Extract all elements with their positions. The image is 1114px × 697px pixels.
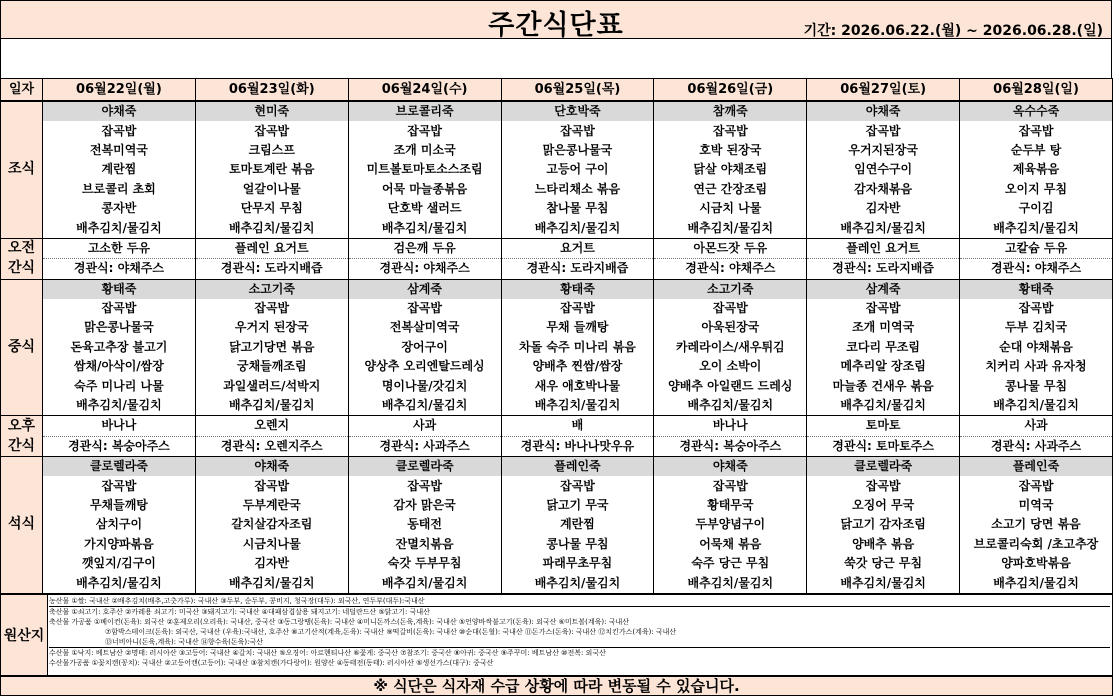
menu-item: 경관식: 토마토주스 bbox=[807, 436, 960, 456]
origin-line: 축산물 가공품 ①베이컨(돈육): 외국산 ②훈제오리(오리육): 국내산, 중국산 ③동그랑땡(돈육): 국내산 ④미니돈까스(돈육,계육): 국내산 ⑤언양바싹불고기(돈육): 외국산 ⑥미트볼(계육): 국내산 bbox=[49, 618, 629, 626]
weekly-menu-table bbox=[0, 78, 1113, 594]
origin-line: 수산물가공품 ①꽃치캔(꽁치): 국내산 ②고등어캔(고등어): 국내산 ③참치캔(가다랑어): 원양산 ④동태전(동태): 러시아산 ⑤생선가스(대구): 중국산 bbox=[49, 659, 494, 667]
menu-item: 닭고기 감자조림 bbox=[807, 515, 960, 534]
date-column-label: 일자 bbox=[1, 79, 43, 102]
origin-line: 수산물 ①낙지: 베트남산 ②명태: 러시아산 ③고등어: 국내산 ④갈치: 국내산 ⑤오징어: 아르헨티나산 ⑥꽃게: 중국산 ⑦참조기: 중국산 ⑧아귀: 중국산 ⑨주꾸미: 베트남산 ⑩전복: 외국산 bbox=[49, 649, 606, 657]
menu-item: 조개 미소국 bbox=[348, 141, 501, 160]
menu-item: 계란찜 bbox=[501, 515, 654, 534]
menu-item: 배추김치/물김치 bbox=[195, 573, 348, 593]
menu-item: 메추리알 장조림 bbox=[807, 357, 960, 376]
day-header-row bbox=[1, 79, 1113, 102]
menu-item: 경관식: 도라지배즙 bbox=[807, 259, 960, 279]
am_snack-row bbox=[1, 259, 1113, 279]
menu-item: 경관식: 야채주스 bbox=[960, 259, 1113, 279]
day-header: 06월22일(월) bbox=[43, 79, 196, 102]
menu-item: 구이김 bbox=[960, 199, 1113, 218]
menu-item: 현미죽 bbox=[195, 101, 348, 121]
menu-item: 미역국 bbox=[960, 496, 1113, 515]
pm_snack-row bbox=[1, 436, 1113, 456]
menu-item: 잡곡밥 bbox=[501, 299, 654, 318]
menu-item: 플레인죽 bbox=[960, 457, 1113, 477]
menu-item: 잡곡밥 bbox=[807, 121, 960, 140]
menu-item: 호박 된장국 bbox=[654, 141, 807, 160]
menu-item: 잡곡밥 bbox=[654, 121, 807, 140]
menu-item: 소고기 당면 볶음 bbox=[960, 515, 1113, 534]
dinner-row bbox=[1, 457, 1113, 477]
menu-item: 우거지된장국 bbox=[807, 141, 960, 160]
menu-item: 잡곡밥 bbox=[960, 299, 1113, 318]
day-header: 06월23일(화) bbox=[195, 79, 348, 102]
menu-item: 콩나물 무침 bbox=[501, 535, 654, 554]
day-header: 06월26일(금) bbox=[654, 79, 807, 102]
menu-item: 배추김치/물김치 bbox=[960, 218, 1113, 238]
menu-item: 두부계란국 bbox=[195, 496, 348, 515]
menu-item: 김자반 bbox=[195, 554, 348, 573]
menu-item: 두부양념구이 bbox=[654, 515, 807, 534]
menu-item: 배추김치/물김치 bbox=[348, 573, 501, 593]
menu-item: 플레인 요거트 bbox=[807, 238, 960, 258]
menu-item: 잡곡밥 bbox=[654, 476, 807, 495]
menu-item: 무채 들깨탕 bbox=[501, 318, 654, 337]
menu-item: 어묵 마늘종볶음 bbox=[348, 180, 501, 199]
menu-item: 옥수수죽 bbox=[960, 101, 1113, 121]
menu-item: 잡곡밥 bbox=[501, 476, 654, 495]
menu-item: 단호박 샐러드 bbox=[348, 199, 501, 218]
origin-line: ⑬너비아니(돈육,계육): 국내산 ⑭향수육(돈육):국산 bbox=[49, 637, 1110, 648]
menu-item: 아욱된장국 bbox=[654, 318, 807, 337]
menu-item: 조개 미역국 bbox=[807, 318, 960, 337]
menu-item: 동태전 bbox=[348, 515, 501, 534]
menu-item: 경관식: 복숭아주스 bbox=[654, 436, 807, 456]
menu-item: 감자 맑은국 bbox=[348, 496, 501, 515]
menu-item: 야채죽 bbox=[654, 457, 807, 477]
dinner-row bbox=[1, 496, 1113, 515]
menu-item: 참나물 무침 bbox=[501, 199, 654, 218]
menu-item: 새우 애호박나물 bbox=[501, 376, 654, 395]
breakfast-row bbox=[1, 199, 1113, 218]
menu-item: 경관식: 야채주스 bbox=[654, 259, 807, 279]
menu-item: 명이나물/갓김치 bbox=[348, 376, 501, 395]
lunch-row bbox=[1, 376, 1113, 395]
menu-item: 잡곡밥 bbox=[501, 121, 654, 140]
menu-item: 쑥갓 당근 무침 bbox=[807, 554, 960, 573]
day-header: 06월25일(목) bbox=[501, 79, 654, 102]
menu-item: 차돌 숙주 미나리 볶음 bbox=[501, 338, 654, 357]
menu-item: 토마토계란 볶음 bbox=[195, 160, 348, 179]
menu-item: 양배추 볶음 bbox=[807, 535, 960, 554]
menu-item: 황태죽 bbox=[43, 279, 196, 299]
menu-item: 오이지 무침 bbox=[960, 180, 1113, 199]
menu-item: 단호박죽 bbox=[501, 101, 654, 121]
menu-item: 배추김치/물김치 bbox=[807, 218, 960, 238]
menu-item: 숙갓 두부무침 bbox=[348, 554, 501, 573]
menu-item: 요거트 bbox=[501, 238, 654, 258]
menu-item: 잡곡밥 bbox=[654, 299, 807, 318]
menu-item: 궁채들깨조림 bbox=[195, 357, 348, 376]
menu-item: 고소한 두유 bbox=[43, 238, 196, 258]
breakfast-row bbox=[1, 121, 1113, 140]
menu-item: 양상추 오리엔탈드레싱 bbox=[348, 357, 501, 376]
menu-item: 깻잎지/김구이 bbox=[43, 554, 196, 573]
menu-item: 배추김치/물김치 bbox=[654, 218, 807, 238]
dinner-row bbox=[1, 573, 1113, 593]
breakfast-label: 조식 bbox=[1, 101, 43, 238]
menu-item: 배추김치/물김치 bbox=[348, 218, 501, 238]
menu-item: 바나나 bbox=[654, 416, 807, 436]
menu-item: 클로렐라죽 bbox=[43, 457, 196, 477]
menu-item: 잔멸치볶음 bbox=[348, 535, 501, 554]
menu-item: 배추김치/물김치 bbox=[807, 396, 960, 416]
menu-item: 오이 소박이 bbox=[654, 357, 807, 376]
menu-item: 콩나물 무침 bbox=[960, 376, 1113, 395]
menu-item: 제육볶음 bbox=[960, 160, 1113, 179]
menu-item: 배추김치/물김치 bbox=[960, 573, 1113, 593]
menu-item: 어묵채 볶음 bbox=[654, 535, 807, 554]
menu-item: 돈육고추장 불고기 bbox=[43, 338, 196, 357]
menu-item: 야채죽 bbox=[195, 457, 348, 477]
menu-item: 계란찜 bbox=[43, 160, 196, 179]
breakfast-row bbox=[1, 180, 1113, 199]
day-header: 06월27일(토) bbox=[807, 79, 960, 102]
menu-item: 배추김치/물김치 bbox=[195, 396, 348, 416]
menu-item: 미트볼토마토소스조림 bbox=[348, 160, 501, 179]
menu-item: 플레인죽 bbox=[501, 457, 654, 477]
menu-item: 배추김치/물김치 bbox=[654, 573, 807, 593]
menu-item: 잡곡밥 bbox=[195, 121, 348, 140]
menu-item: 배추김치/물김치 bbox=[501, 396, 654, 416]
lunch-row bbox=[1, 318, 1113, 337]
menu-item: 경관식: 오렌지주스 bbox=[195, 436, 348, 456]
breakfast-row bbox=[1, 141, 1113, 160]
lunch-row bbox=[1, 357, 1113, 376]
menu-item: 야채죽 bbox=[43, 101, 196, 121]
menu-item: 파래무초무침 bbox=[501, 554, 654, 573]
menu-item: 양파호박볶음 bbox=[960, 554, 1113, 573]
menu-item: 배추김치/물김치 bbox=[654, 396, 807, 416]
menu-item: 양배추 찐쌈/쌈장 bbox=[501, 357, 654, 376]
menu-item: 시금치 나물 bbox=[654, 199, 807, 218]
breakfast-row bbox=[1, 218, 1113, 238]
menu-item: 잡곡밥 bbox=[960, 121, 1113, 140]
pm_snack-label: 오후 bbox=[1, 416, 43, 436]
menu-item: 잡곡밥 bbox=[195, 299, 348, 318]
day-header: 06월24일(수) bbox=[348, 79, 501, 102]
menu-item: 삼치구이 bbox=[43, 515, 196, 534]
page-title: 주간식단표 bbox=[488, 10, 624, 41]
menu-item: 시금치나물 bbox=[195, 535, 348, 554]
menu-item: 순대 야채볶음 bbox=[960, 338, 1113, 357]
am_snack-label: 오전 bbox=[1, 238, 43, 258]
menu-item: 가지양파볶음 bbox=[43, 535, 196, 554]
day-header: 06월28일(일) bbox=[960, 79, 1113, 102]
menu-item: 연근 간장조림 bbox=[654, 180, 807, 199]
dinner-row bbox=[1, 515, 1113, 534]
menu-item: 전복미역국 bbox=[43, 141, 196, 160]
menu-item: 황태무국 bbox=[654, 496, 807, 515]
menu-item: 숙주 미나리 나물 bbox=[43, 376, 196, 395]
menu-item: 숙주 당근 무침 bbox=[654, 554, 807, 573]
origin-section bbox=[0, 594, 1113, 676]
menu-item: 경관식: 사과주스 bbox=[348, 436, 501, 456]
menu-item: 닭고기당면 볶음 bbox=[195, 338, 348, 357]
menu-item: 갈치살감자조림 bbox=[195, 515, 348, 534]
menu-item: 전복살미역국 bbox=[348, 318, 501, 337]
menu-item: 배추김치/물김치 bbox=[501, 218, 654, 238]
menu-item: 삼계죽 bbox=[807, 279, 960, 299]
blank-row bbox=[0, 39, 1112, 78]
am_snack-row bbox=[1, 238, 1113, 258]
menu-item: 브로콜리 초회 bbox=[43, 180, 196, 199]
menu-item: 야채죽 bbox=[807, 101, 960, 121]
menu-item: 클로렐라죽 bbox=[348, 457, 501, 477]
pm_snack-label: 간식 bbox=[1, 436, 43, 456]
menu-item: 코다리 무조림 bbox=[807, 338, 960, 357]
menu-item: 황태죽 bbox=[501, 279, 654, 299]
origin-line: 농산물 ①쌀: 국내산 ②배추김치(배추,고춧가루): 국내산 ③두부, 순두부, 콩비지, 청국장(대두): 외국산, 연두부(대두):국내산 bbox=[49, 596, 1110, 607]
dinner-label: 석식 bbox=[1, 457, 43, 594]
menu-item: 경관식: 바나나맛우유 bbox=[501, 436, 654, 456]
menu-item: 배추김치/물김치 bbox=[43, 573, 196, 593]
menu-item: 잡곡밥 bbox=[960, 476, 1113, 495]
menu-item: 황태죽 bbox=[960, 279, 1113, 299]
lunch-row bbox=[1, 396, 1113, 416]
menu-item: 양배추 아일랜드 드레싱 bbox=[654, 376, 807, 395]
lunch-row bbox=[1, 299, 1113, 318]
menu-item: 순두부 탕 bbox=[960, 141, 1113, 160]
menu-item: 검은깨 두유 bbox=[348, 238, 501, 258]
menu-item: 마늘종 건새우 볶음 bbox=[807, 376, 960, 395]
menu-item: 얼갈이나물 bbox=[195, 180, 348, 199]
menu-item: 잡곡밥 bbox=[807, 476, 960, 495]
menu-item: 잡곡밥 bbox=[348, 121, 501, 140]
dinner-row bbox=[1, 476, 1113, 495]
menu-item: 맑은콩나물국 bbox=[501, 141, 654, 160]
menu-item: 브로콜리죽 bbox=[348, 101, 501, 121]
menu-item: 콩자반 bbox=[43, 199, 196, 218]
menu-item: 사과 bbox=[348, 416, 501, 436]
menu-item: 경관식: 사과주스 bbox=[960, 436, 1113, 456]
footer-notice: ※ 식단은 식자재 수급 상황에 따라 변동될 수 있습니다. bbox=[0, 676, 1113, 696]
menu-item: 플레인 요거트 bbox=[195, 238, 348, 258]
menu-period: 기간: 2026.06.22.(월) ~ 2026.06.28.(일) bbox=[803, 23, 1103, 39]
menu-item: 과일샐러드/석박지 bbox=[195, 376, 348, 395]
menu-item: 임연수구이 bbox=[807, 160, 960, 179]
menu-item: 경관식: 야채주스 bbox=[348, 259, 501, 279]
menu-item: 배추김치/물김치 bbox=[43, 218, 196, 238]
menu-item: 경관식: 야채주스 bbox=[43, 259, 196, 279]
menu-item: 바나나 bbox=[43, 416, 196, 436]
menu-item: 감자채볶음 bbox=[807, 180, 960, 199]
origin-text bbox=[49, 596, 1110, 668]
menu-item: 아몬드잣 두유 bbox=[654, 238, 807, 258]
menu-item: 고칼슘 두유 bbox=[960, 238, 1113, 258]
menu-item: 잡곡밥 bbox=[807, 299, 960, 318]
menu-item: 김자반 bbox=[807, 199, 960, 218]
menu-item: 배추김치/물김치 bbox=[43, 396, 196, 416]
menu-item: 배추김치/물김치 bbox=[501, 573, 654, 593]
menu-item: 사과 bbox=[960, 416, 1113, 436]
menu-item: 단무지 무침 bbox=[195, 199, 348, 218]
menu-item: 삼계죽 bbox=[348, 279, 501, 299]
menu-item: 장어구이 bbox=[348, 338, 501, 357]
menu-item: 잡곡밥 bbox=[43, 476, 196, 495]
menu-item: 맑은콩나물국 bbox=[43, 318, 196, 337]
origin-label: 원산지 bbox=[1, 595, 48, 675]
origin-line: ⑦함박스테이크(돈육): 외국산, 국내산 (우육):국내산, 호주산 ⑧고기산적(계육,돈육): 국내산 ⑨떡갈비(돈육): 국내산 ⑩순대(돈혈): 국내산 ⑪돈가스(돈육): 국내산 ⑫치킨가스(계육): 국내산 bbox=[105, 628, 677, 636]
menu-item: 잡곡밥 bbox=[348, 299, 501, 318]
menu-item: 소고기죽 bbox=[195, 279, 348, 299]
lunch-label: 중식 bbox=[1, 279, 43, 416]
menu-item: 배 bbox=[501, 416, 654, 436]
menu-item: 닭고기 무국 bbox=[501, 496, 654, 515]
dinner-row bbox=[1, 535, 1113, 554]
menu-item: 쌈채/아삭이/쌈장 bbox=[43, 357, 196, 376]
menu-item: 잡곡밥 bbox=[195, 476, 348, 495]
title-bar bbox=[0, 0, 1112, 39]
menu-item: 배추김치/물김치 bbox=[807, 573, 960, 593]
menu-item: 토마토 bbox=[807, 416, 960, 436]
menu-item: 경관식: 복숭아주스 bbox=[43, 436, 196, 456]
menu-item: 잡곡밥 bbox=[43, 121, 196, 140]
menu-item: 배추김치/물김치 bbox=[348, 396, 501, 416]
breakfast-row bbox=[1, 160, 1113, 179]
lunch-row bbox=[1, 279, 1113, 299]
menu-item: 경관식: 도라지배즙 bbox=[195, 259, 348, 279]
menu-item: 카레라이스/새우튀김 bbox=[654, 338, 807, 357]
menu-item: 배추김치/물김치 bbox=[960, 396, 1113, 416]
menu-item: 오징어 무국 bbox=[807, 496, 960, 515]
menu-item: 잡곡밥 bbox=[43, 299, 196, 318]
menu-item: 무채들깨탕 bbox=[43, 496, 196, 515]
origin-line: 축산물 ①쇠고기: 호주산 ②카레용 쇠고기: 미국산 ③돼지고기: 국내산 ④대패삼겹살용 돼지고기: 네덜란드산 ⑤닭고기: 국내산 bbox=[49, 608, 430, 616]
menu-item: 우거지 된장국 bbox=[195, 318, 348, 337]
breakfast-row bbox=[1, 101, 1113, 121]
lunch-row bbox=[1, 338, 1113, 357]
dinner-row bbox=[1, 554, 1113, 573]
menu-item: 브로콜리숙회 /초고추장 bbox=[960, 535, 1113, 554]
menu-item: 두부 김치국 bbox=[960, 318, 1113, 337]
menu-item: 잡곡밥 bbox=[348, 476, 501, 495]
menu-item: 클로렐라죽 bbox=[807, 457, 960, 477]
menu-item: 크림스프 bbox=[195, 141, 348, 160]
menu-item: 오렌지 bbox=[195, 416, 348, 436]
menu-item: 느타리채소 볶음 bbox=[501, 180, 654, 199]
menu-item: 소고기죽 bbox=[654, 279, 807, 299]
pm_snack-row bbox=[1, 416, 1113, 436]
menu-item: 닭살 야채조림 bbox=[654, 160, 807, 179]
menu-item: 고등어 구이 bbox=[501, 160, 654, 179]
menu-item: 배추김치/물김치 bbox=[195, 218, 348, 238]
menu-item: 경관식: 도라지배즙 bbox=[501, 259, 654, 279]
menu-item: 참깨죽 bbox=[654, 101, 807, 121]
menu-item: 치커리 사과 유자청 bbox=[960, 357, 1113, 376]
am_snack-label: 간식 bbox=[1, 259, 43, 279]
